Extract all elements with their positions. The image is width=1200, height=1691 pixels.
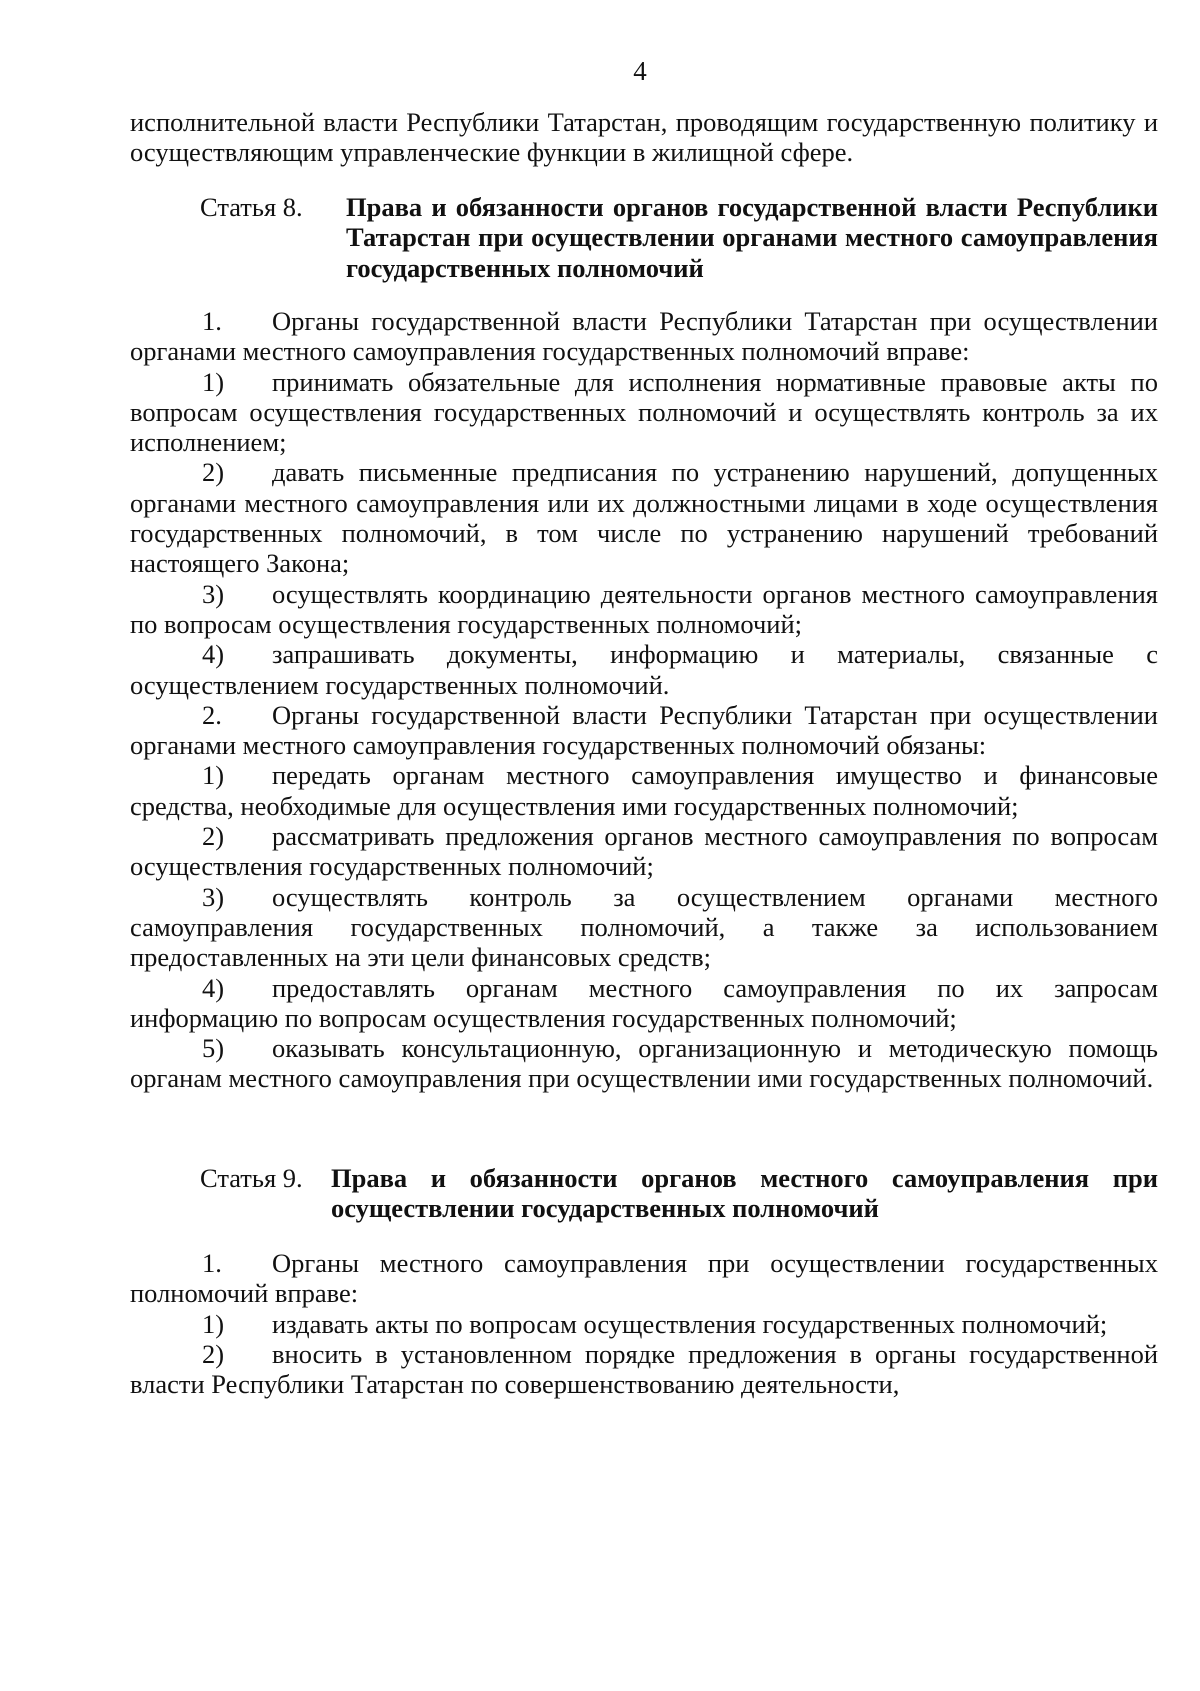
item-number: 1) — [202, 1308, 225, 1339]
item-text: передать органам местного самоуправления имущество и финансовые средства, необходимые для осуществления ими государственных полномочий; — [130, 760, 1158, 821]
item-text: вносить в установленном порядке предложения в органы государственной власти Республики Татарстан по совершенствованию деятельности, — [130, 1338, 1158, 1400]
point-text: Органы местного самоуправления при осуществлении государственных полномочий вправе: — [130, 1248, 1158, 1309]
item-number: 1) — [202, 760, 225, 791]
item-number: 1) — [202, 366, 225, 397]
item-text: предоставлять органам местного самоуправления по их запросам информацию по вопросам осуществления государственных полномочий; — [130, 972, 1158, 1033]
article-8-label: Статья 8. — [200, 192, 303, 222]
item-number: 3) — [202, 578, 225, 609]
intro-text: исполнительной власти Республики Татарстан, проводящим государственную политику и осуществляющим управленческие функции в жилищной сфере. — [130, 107, 1158, 168]
list-item — [130, 639, 1158, 700]
list-item — [130, 760, 1158, 821]
item-text: рассматривать предложения органов местного самоуправления по вопросам осуществления государственных полномочий; — [130, 821, 1158, 882]
page-number: 4 — [633, 56, 647, 86]
list-item — [130, 821, 1158, 882]
point-text: Органы государственной власти Республики Татарстан при осуществлении органами местного самоуправления государственных полномочий вправе: — [130, 306, 1158, 367]
item-text: издавать акты по вопросам осуществления государственных полномочий; — [272, 1308, 1108, 1339]
article-9-heading — [200, 1163, 1158, 1224]
item-number: 2) — [202, 457, 225, 488]
article-9-label: Статья 9. — [200, 1163, 303, 1193]
list-item — [130, 579, 1158, 640]
point-number: 1. — [202, 306, 222, 336]
point-number: 2. — [202, 699, 222, 730]
item-text: оказывать консультационную, организационную и методическую помощь органам местного самоуправления при осуществлении ими государственных полномочий. — [130, 1033, 1158, 1094]
item-number: 2) — [202, 1338, 225, 1369]
article-9-title: Права и обязанности органов местного самоуправления при осуществлении государственных полномочий — [331, 1163, 1158, 1224]
article-8-heading — [200, 192, 1158, 283]
list-item — [130, 1033, 1158, 1094]
point-number: 1. — [202, 1248, 222, 1278]
item-number: 2) — [202, 821, 225, 852]
list-item — [130, 367, 1158, 458]
item-number: 4) — [202, 972, 225, 1003]
item-text: осуществлять координацию деятельности органов местного самоуправления по вопросам осуществления государственных полномочий; — [130, 578, 1158, 639]
article-9-point-1 — [130, 1248, 1158, 1309]
article-9-body — [130, 1248, 1158, 1399]
article-8-point-2 — [130, 700, 1158, 761]
list-item — [130, 1309, 1158, 1339]
article-8-body — [130, 306, 1158, 1094]
item-text: давать письменные предписания по устранению нарушений, допущенных органами местного самоуправления или их должностными лицами в ходе осуществления государственных полномочий, в том числе по устранению нарушений требований настоящего Закона; — [130, 457, 1158, 579]
item-text: запрашивать документы, информацию и материалы, связанные с осуществлением государственных полномочий. — [130, 639, 1158, 700]
point-text: Органы государственной власти Республики Татарстан при осуществлении органами местного самоуправления государственных полномочий обязаны: — [130, 699, 1158, 761]
list-item — [130, 457, 1158, 578]
article-8-point-1 — [130, 306, 1158, 367]
intro-paragraph — [130, 107, 1158, 168]
item-number: 3) — [202, 881, 225, 912]
list-item — [130, 882, 1158, 973]
article-8-title: Права и обязанности органов государственной власти Республики Татарстан при осуществлении органами местного самоуправления государственных полномочий — [346, 192, 1158, 283]
list-item — [130, 1339, 1158, 1400]
item-number: 5) — [202, 1033, 225, 1064]
item-text: осуществлять контроль за осуществлением органами местного самоуправления государственных полномочий, а также за использованием предоставленных на эти цели финансовых средств; — [130, 881, 1158, 973]
item-text: принимать обязательные для исполнения нормативные правовые акты по вопросам осуществления государственных полномочий и осуществлять контроль за их исполнением; — [130, 366, 1158, 458]
item-number: 4) — [202, 639, 225, 670]
list-item — [130, 973, 1158, 1034]
